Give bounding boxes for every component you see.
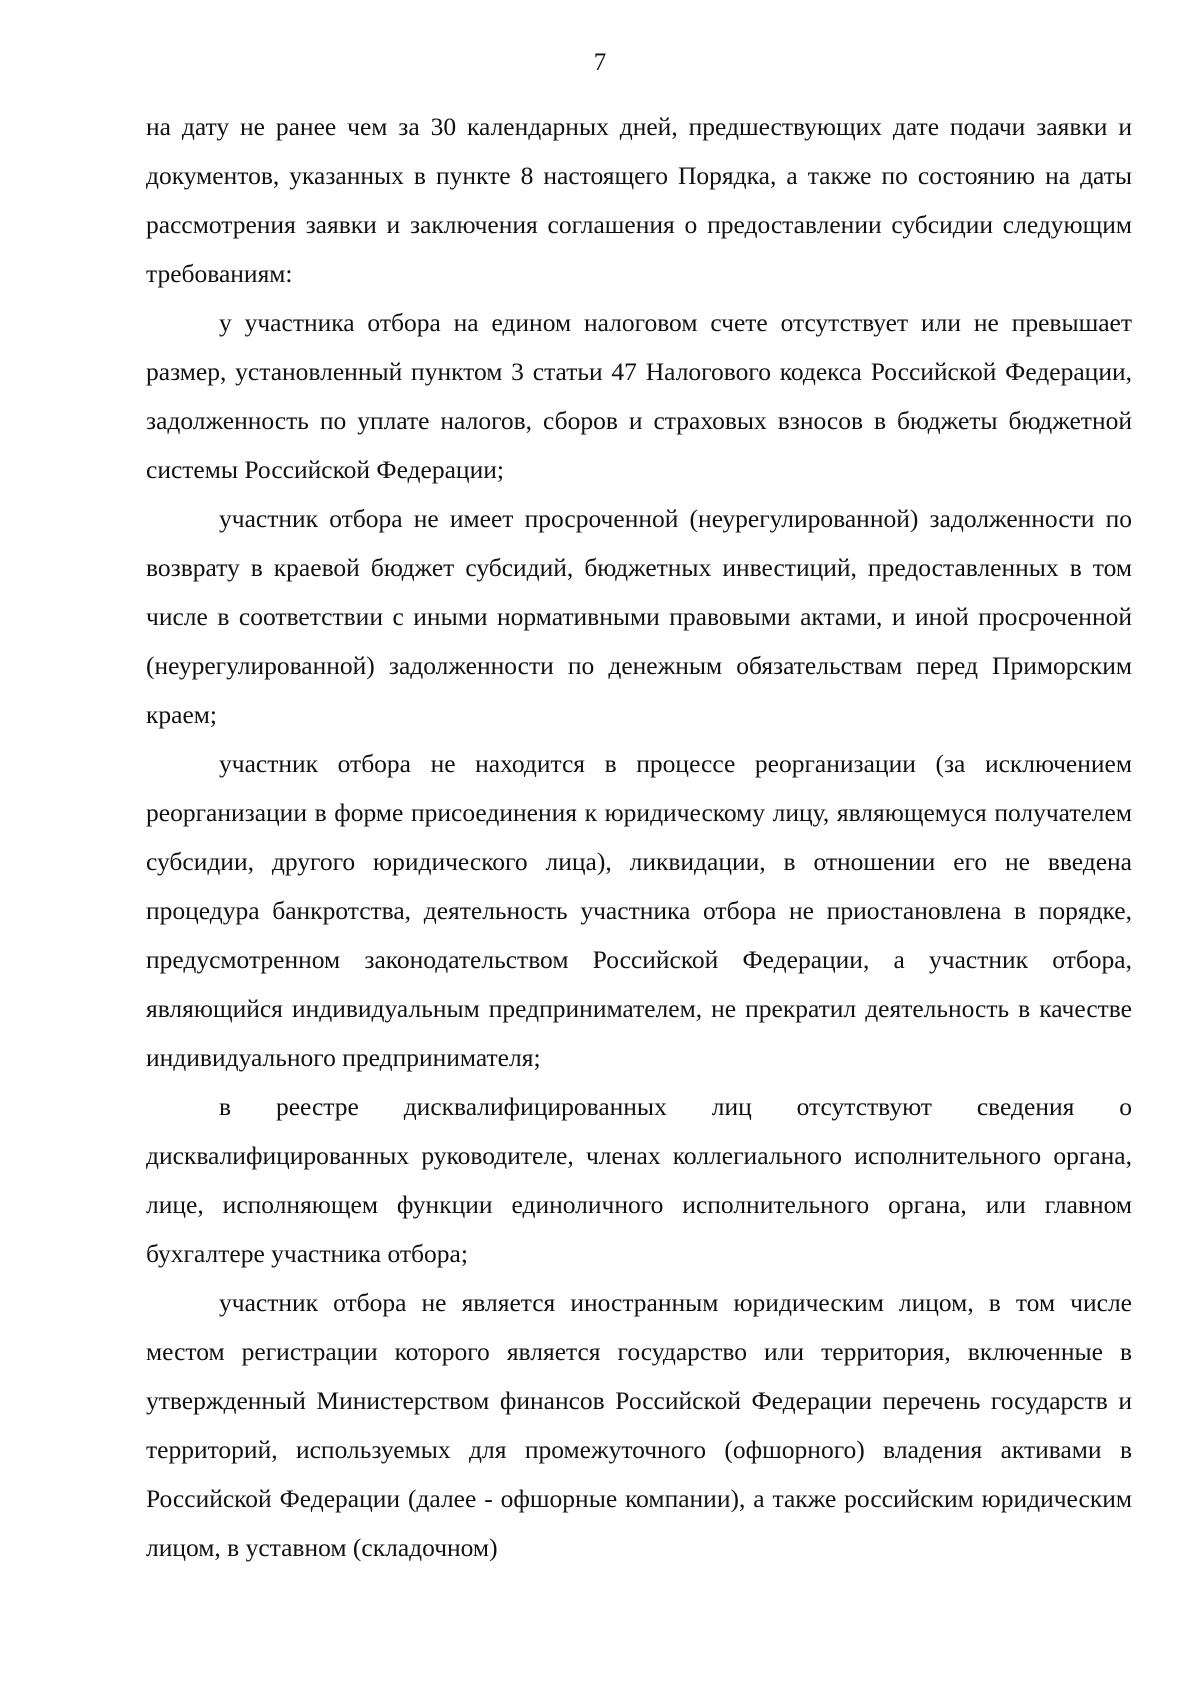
paragraph-continuation: на дату не ранее чем за 30 календарных дней, предшествующих дате подачи заявки и документов, указанных в пункте 8 настоящего Порядка, а также по состоянию на даты рассмотрения заявки и заключения соглашения о предоставлении субсидии следующим требованиям: <box>146 112 1132 288</box>
paragraph-tax-debt: у участника отбора на едином налоговом счете отсутствует или не превышает размер, установленный пунктом 3 статьи 47 Налогового кодекса Российской Федерации, задолженность по уплате налогов, сборов и страховых взносов в бюджеты бюджетной системы Российской Федерации; <box>146 308 1132 484</box>
page-number: 7 <box>593 49 607 76</box>
document-body <box>146 102 1132 1572</box>
paragraph-reorganization: участник отбора не находится в процессе реорганизации (за исключением реорганизации в форме присоединения к юридическому лицу, являющемуся получателем субсидии, другого юридического лица), ликвидации, в отношении его не введена процедура банкротства, деятельность участника отбора не приостановлена в порядке, предусмотренном законодательством Российской Федерации, а участник отбора, являющийся индивидуальным предпринимателем, не прекратил деятельность в качестве индивидуального предпринимателя; <box>146 749 1132 1072</box>
paragraph-disqualified-persons: в реестре дисквалифицированных лиц отсутствуют сведения о дисквалифицированных руководителе, членах коллегиального исполнительного органа, лице, исполняющем функции единоличного исполнительного органа, или главном бухгалтере участника отбора; <box>146 1092 1132 1268</box>
paragraph-overdue-debt: участник отбора не имеет просроченной (неурегулированной) задолженности по возврату в краевой бюджет субсидий, бюджетных инвестиций, предоставленных в том числе в соответствии с иными нормативными правовыми актами, и иной просроченной (неурегулированной) задолженности по денежным обязательствам перед Приморским краем; <box>146 504 1132 729</box>
paragraph-foreign-entity: участник отбора не является иностранным юридическим лицом, в том числе местом регистрации которого является государство или территория, включенные в утвержденный Министерством финансов Российской Федерации перечень государств и территорий, используемых для промежуточного (офшорного) владения активами в Российской Федерации (далее - офшорные компании), а также российским юридическим лицом, в уставном (складочном) <box>146 1288 1132 1562</box>
